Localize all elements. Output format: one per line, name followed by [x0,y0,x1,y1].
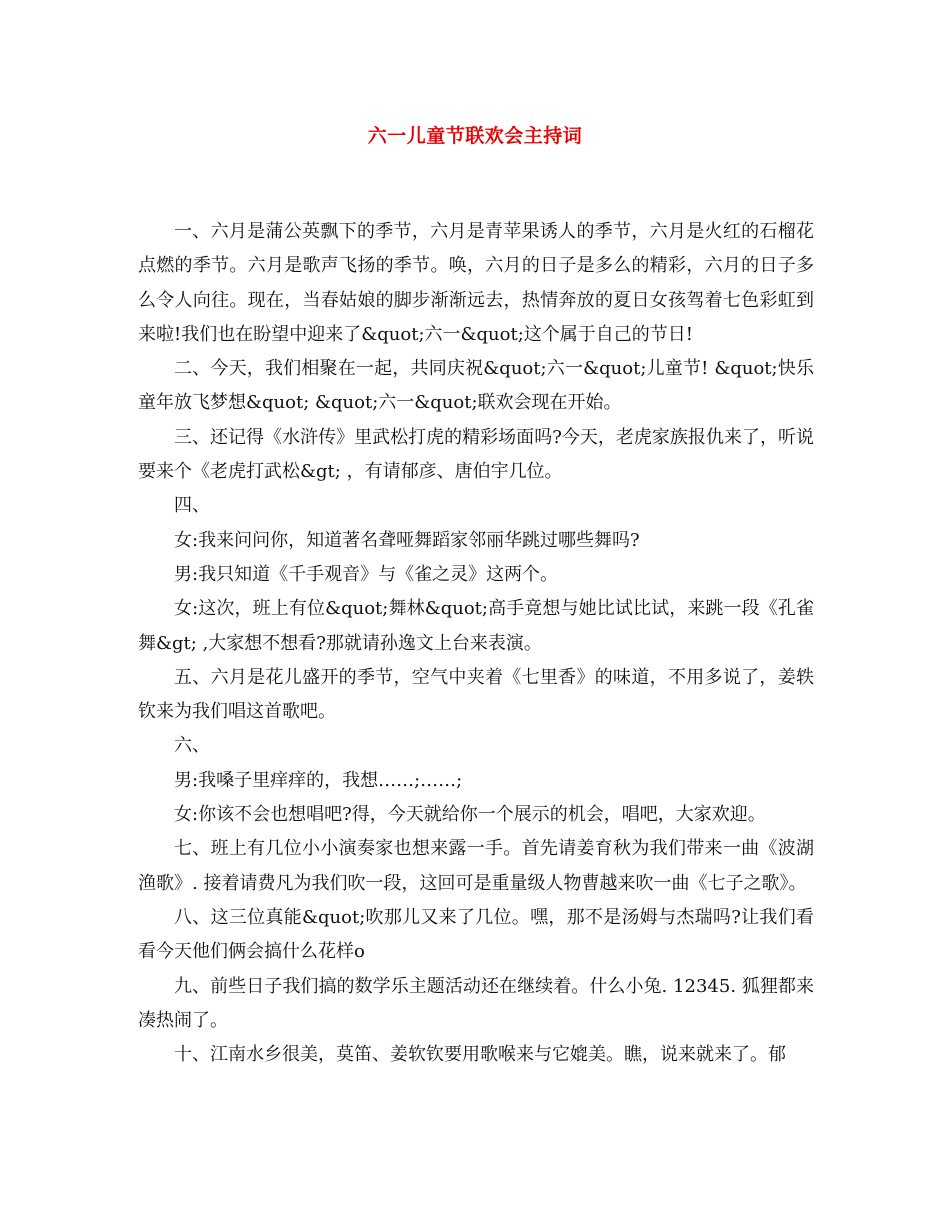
paragraph-6: 男:我只知道《千手观音》与《雀之灵》这两个。 [174,563,559,585]
paragraph-5: 女:我来问问你，知道著名聋哑舞蹈家邻丽华跳过哪些舞吗? [174,529,640,551]
paragraph-8: 五、六月是花儿盛开的季节，空气中夹着《七里香》的味道，不用多说了，姜轶钦来为我们唱这首歌吧。 [138,666,814,723]
paragraph-9: 六、 [174,735,210,757]
paragraph-3: 三、还记得《水浒传》里武松打虎的精彩场面吗?今天，老虎家族报仇来了，听说要来个《老虎打武松&gt; ，有请郁彦、唐伯宇几位。 [138,426,814,483]
paragraph-15: 十、江南水乡很美，莫笛、姜软钦要用歌喉来与它媲美。瞧，说来就来了。郁 [174,1044,786,1066]
paragraph-4: 四、 [174,495,210,517]
paragraph-1: 一、六月是蒲公英飘下的季节，六月是青苹果诱人的季节，六月是火红的石榴花点燃的季节。六月是歌声飞扬的季节。唤，六月的日子是多么的精彩，六月的日子多么令人向往。现在，当春姑娘的脚步渐渐远去，热情奔放的夏日女孩驾着七色彩虹到来啦!我们也在盼望中迎来了&quot;六一&quot;这个属于自己的节日! [138,221,814,345]
paragraph-7: 女:这次，班上有位&quot;舞林&quot;高手竟想与她比试比试，来跳一段《孔雀舞&gt; ,大家想不想看?那就请孙逸文上台来表演。 [138,598,814,654]
document-body [138,215,814,1072]
paragraph-12: 七、班上有几位小小演奏家也想来露一手。首先请姜育秋为我们带来一曲《波湖渔歌》. 接着请费凡为我们吹一段，这回可是重量级人物曹越来吹一曲《七子之歌》。 [138,838,814,894]
paragraph-13: 八、这三位真能&quot;吹那儿又来了几位。嘿，那不是汤姆与杰瑞吗?让我们看看今天他们俩会搞什么花样o [138,906,814,963]
document-title: 六一儿童节联欢会主持词 [367,125,583,147]
paragraph-14: 九、前些日子我们搞的数学乐主题活动还在继续着。什么小兔. 12345. 狐狸都来凑热闹了。 [138,975,814,1031]
paragraph-2: 二、今天，我们相聚在一起，共同庆祝&quot;六一&quot;儿童节! &quot;快乐童年放飞梦想&quot; &quot;六一&quot;联欢会现在开始。 [138,358,814,414]
paragraph-11: 女:你该不会也想唱吧?得，今天就给你一个展示的机会，唱吧，大家欢迎。 [174,804,766,826]
paragraph-10: 男:我嗓子里痒痒的，我想……;……; [174,769,463,791]
